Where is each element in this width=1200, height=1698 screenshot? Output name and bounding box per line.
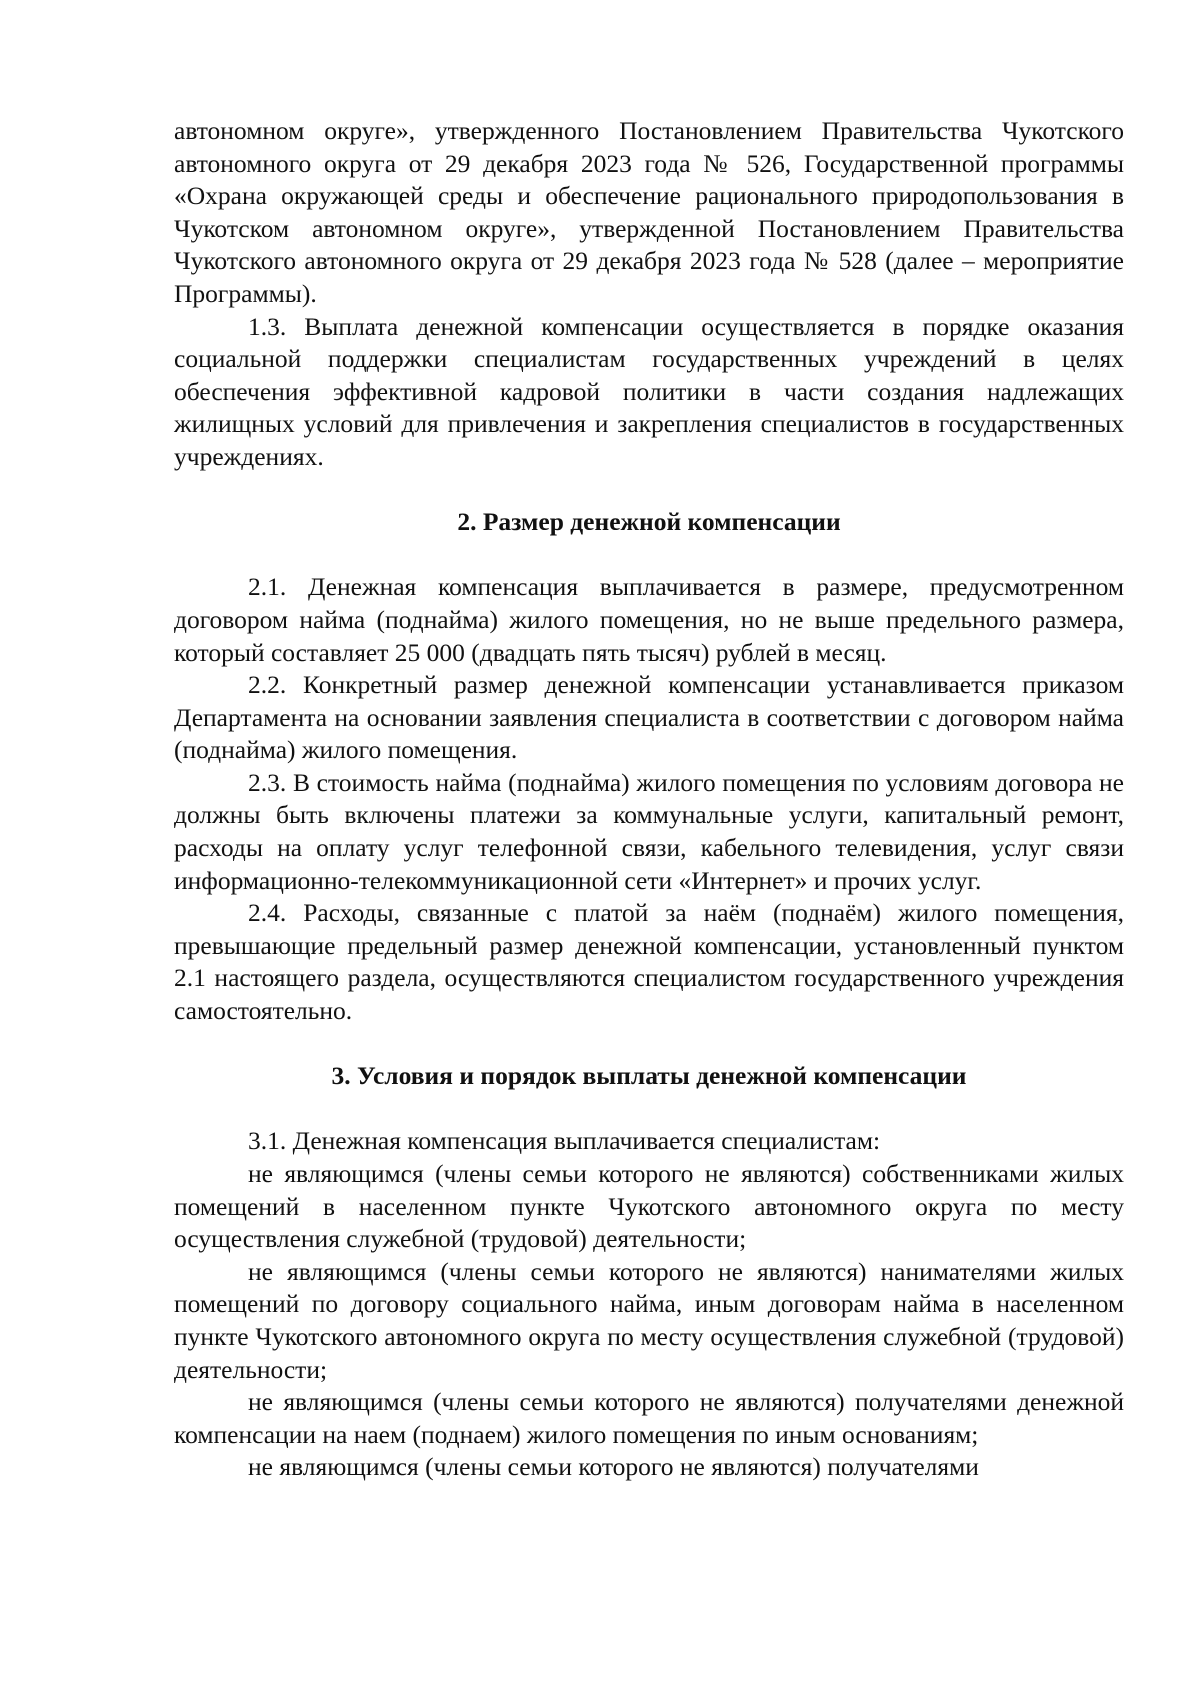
section-3-heading: 3. Условия и порядок выплаты денежной компенсации	[331, 1061, 967, 1091]
spacer	[174, 474, 1124, 507]
section-2-heading: 2. Размер денежной компенсации	[457, 507, 841, 537]
paragraph-3-1-a: не являющимся (члены семьи которого не являются) собственниками жилых помещений в населенном пункте Чукотского автономного округа по месту осуществления служебной (трудовой) деятельности;	[174, 1159, 1124, 1254]
paragraph-2-3: 2.3. В стоимость найма (поднайма) жилого помещения по условиям договора не должны быть включены платежи за коммунальные услуги, капитальный ремонт, расходы на оплату услуг телефонной связи, кабельного телевидения, услуг связи информационно-телекоммуникационной сети «Интернет» и прочих услуг.	[174, 767, 1124, 895]
spacer	[174, 539, 1124, 572]
spacer	[174, 1028, 1124, 1061]
paragraph-3-1-c: не являющимся (члены семьи которого не являются) получателями денежной компенсации на наем (поднаем) жилого помещения по иным основаниям;	[174, 1387, 1124, 1449]
document-page	[174, 115, 1124, 1484]
paragraph-intro-continuation: автономном округе», утвержденного Постановлением Правительства Чукотского автономного округа от 29 декабря 2023 года № 526, Государственной программы «Охрана окружающей среды и обеспечение рационального природопользования в Чукотском автономном округе», утвержденной Постановлением Правительства Чукотского автономного округа от 29 декабря 2023 года № 528 (далее – мероприятие Программы).	[174, 116, 1124, 308]
paragraph-3-1-d: не являющимся (члены семьи которого не являются) получателями	[248, 1452, 979, 1482]
paragraph-3-1: 3.1. Денежная компенсация выплачивается специалистам:	[248, 1126, 881, 1156]
spacer	[174, 1093, 1124, 1126]
paragraph-2-4: 2.4. Расходы, связанные с платой за наём (поднаём) жилого помещения, превышающие предельный размер денежной компенсации, установленный пунктом 2.1 настоящего раздела, осуществляются специалистом государственного учреждения самостоятельно.	[174, 898, 1124, 1026]
paragraph-1-3: 1.3. Выплата денежной компенсации осуществляется в порядке оказания социальной поддержки специалистам государственных учреждений в целях обеспечения эффективной кадровой политики в части создания надлежащих жилищных условий для привлечения и закрепления специалистов в государственных учреждениях.	[174, 311, 1124, 471]
paragraph-2-1: 2.1. Денежная компенсация выплачивается в размере, предусмотренном договором найма (поднайма) жилого помещения, но не выше предельного размера, который составляет 25 000 (двадцать пять тысяч) рублей в месяц.	[174, 572, 1124, 667]
paragraph-2-2: 2.2. Конкретный размер денежной компенсации устанавливается приказом Департамента на основании заявления специалиста в соответствии с договором найма (поднайма) жилого помещения.	[174, 670, 1124, 765]
paragraph-3-1-b: не являющимся (члены семьи которого не являются) нанимателями жилых помещений по договору социального найма, иным договорам найма в населенном пункте Чукотского автономного округа по месту осуществления служебной (трудовой) деятельности;	[174, 1256, 1124, 1384]
